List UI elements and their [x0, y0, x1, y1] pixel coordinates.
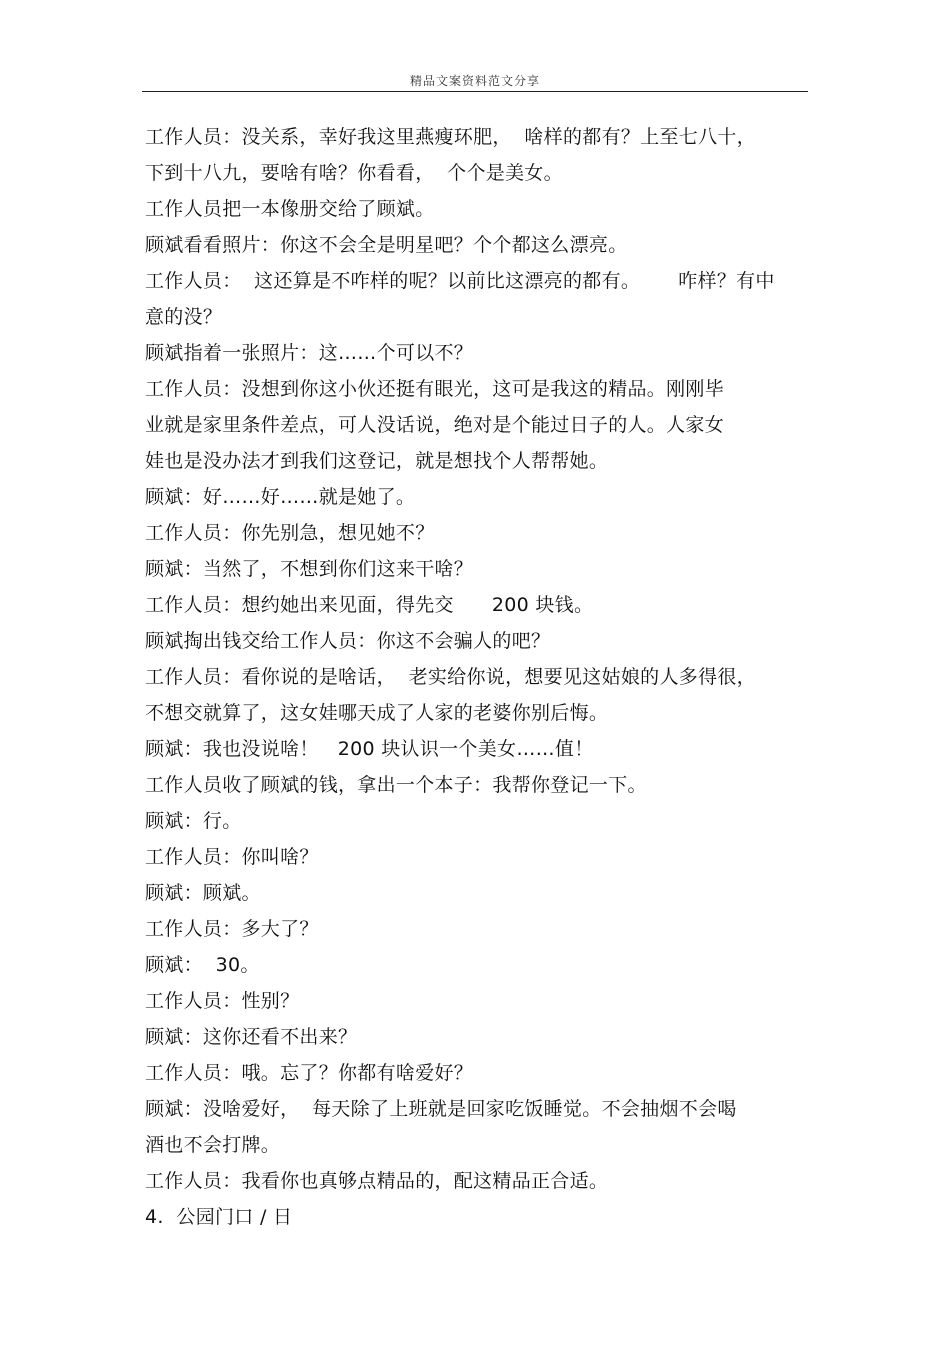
text-line: 顾斌掏出钱交给工作人员：你这不会骗人的吧？	[145, 630, 551, 652]
text-line: 工作人员：你先别急，想见她不？	[145, 522, 435, 544]
text-line: 顾斌： 30。	[145, 954, 260, 976]
text-line: 工作人员： 这还算是不咋样的呢？以前比这漂亮的都有。 咋样？有中	[145, 270, 775, 292]
text-line: 工作人员把一本像册交给了顾斌。	[145, 198, 435, 220]
text-line: 下到十八九，要啥有啥？你看看， 个个是美女。	[145, 162, 563, 184]
text-line: 工作人员：看你说的是啥话， 老实给你说，想要见这姑娘的人多得很，	[145, 666, 756, 688]
page-header	[142, 64, 808, 92]
text-line: 酒也不会打牌。	[145, 1134, 281, 1156]
text-line: 业就是家里条件差点，可人没话说，绝对是个能过日子的人。人家女	[145, 414, 725, 436]
text-line: 顾斌：没啥爱好， 每天除了上班就是回家吃饭睡觉。不会抽烟不会喝	[145, 1098, 737, 1120]
document-body	[145, 119, 810, 1235]
text-line: 工作人员：我看你也真够点精品的，配这精品正合适。	[145, 1170, 609, 1192]
text-line: 不想交就算了，这女娃哪天成了人家的老婆你别后悔。	[145, 702, 609, 724]
text-line: 顾斌：行。	[145, 810, 242, 832]
text-line: 工作人员：你叫啥？	[145, 846, 319, 868]
text-line: 工作人员：没想到你这小伙还挺有眼光，这可是我这的精品。刚刚毕	[145, 378, 725, 400]
text-line: 意的没？	[145, 306, 223, 328]
text-line: 娃也是没办法才到我们这登记，就是想找个人帮帮她。	[145, 450, 609, 472]
text-line: 工作人员：多大了？	[145, 918, 319, 940]
text-line: 顾斌看看照片：你这不会全是明星吧？个个都这么漂亮。	[145, 234, 628, 256]
text-line: 顾斌：这你还看不出来？	[145, 1026, 358, 1048]
text-line: 工作人员：没关系，幸好我这里燕瘦环肥， 啥样的都有？上至七八十，	[145, 126, 756, 148]
text-line: 4. 公园门口 / 日	[145, 1206, 293, 1228]
text-line: 顾斌：我也没说啥！ 200 块认识一个美女……值！	[145, 738, 594, 760]
text-line: 工作人员：哦。忘了？你都有啥爱好？	[145, 1062, 474, 1084]
text-line: 工作人员：性别？	[145, 990, 300, 1012]
text-line: 顾斌：当然了，不想到你们这来干啥？	[145, 558, 474, 580]
text-line: 顾斌：顾斌。	[145, 882, 261, 904]
text-line: 顾斌：好……好……就是她了。	[145, 486, 416, 508]
text-line: 顾斌指着一张照片：这……个可以不？	[145, 342, 474, 364]
text-line: 工作人员：想约她出来见面，得先交 200 块钱。	[145, 594, 594, 616]
header-title: 精品文案资料范文分享	[409, 74, 540, 88]
text-line: 工作人员收了顾斌的钱，拿出一个本子：我帮你登记一下。	[145, 774, 647, 796]
